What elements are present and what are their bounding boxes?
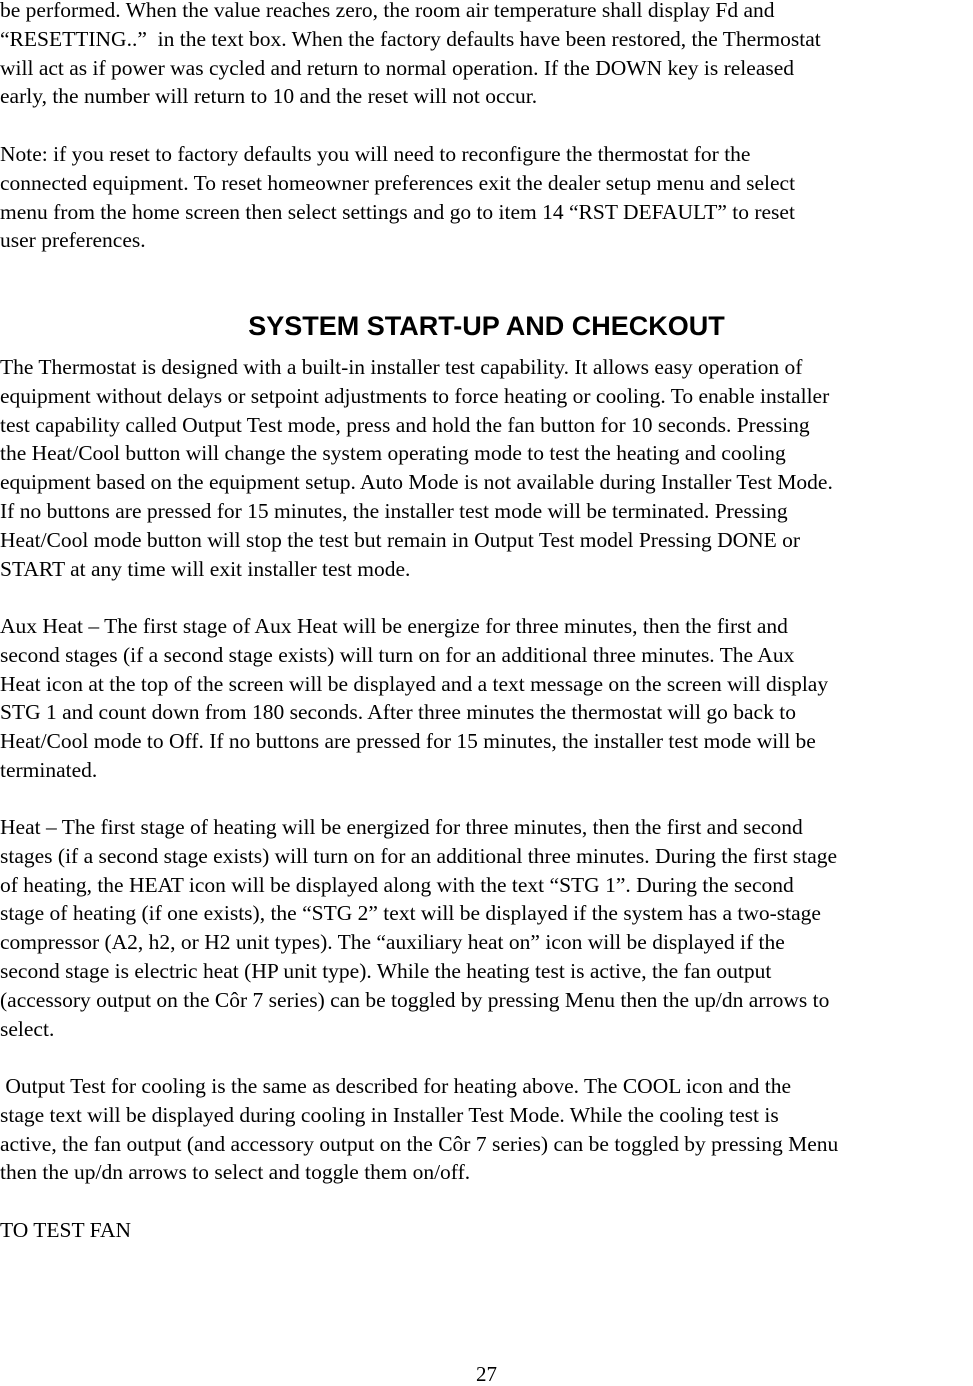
paragraph-factory-reset: be performed. When the value reaches zero, the room air temperature shall display Fd and “RESETTING..” in the text box. When the factory defaults have been restored, the Thermostat will act as if power was cycled and return to normal operation. If the DOWN key is released early, the number will return to 10 and the reset will not occur. [0,0,821,109]
paragraph-aux-heat: Aux Heat – The first stage of Aux Heat will be energize for three minutes, then the first and second stages (if a second stage exists) will turn on for an additional three minutes. The Aux Heat icon at the top of the screen will be displayed and a text message on the screen will display STG 1 and count down from 180 seconds. After three minutes the thermostat will go back to Heat/Cool mode to Off. If no buttons are pressed for 15 minutes, the installer test mode will be terminated. [0,614,829,782]
paragraph-cooling: Output Test for cooling is the same as described for heating above. The COOL icon and the stage text will be displayed during cooling in Installer Test Mode. While the cooling test is active, the fan output (and accessory output on the Côr 7 series) can be toggled by pressing Menu then the up/dn arrows to select and toggle them on/off. [0,1074,839,1185]
paragraph-test-fan: TO TEST FAN [0,1218,132,1242]
section-heading: SYSTEM START-UP AND CHECKOUT [248,311,725,341]
page-number: 27 [476,1362,497,1386]
paragraph-reset-note: Note: if you reset to factory defaults you will need to reconfigure the thermostat for the connected equipment. To reset homeowner preferences exit the dealer setup menu and select menu from the home screen then select settings and go to item 14 “RST DEFAULT” to reset user preferences. [0,142,796,253]
paragraph-heat: Heat – The first stage of heating will be energized for three minutes, then the first and second stages (if a second stage exists) will turn on for an additional three minutes. During the first stage of heating, the HEAT icon will be displayed along with the text “STG 1”. During the second stage of heating (if one exists), the “STG 2” text will be displayed if the system has a two-stage compressor (A2, h2, or H2 unit types). The “auxiliary heat on” icon will be displayed if the second stage is electric heat (HP unit type). While the heating test is active, the fan output (accessory output on the Côr 7 series) can be toggled by pressing Menu then the up/dn arrows to select. [0,815,838,1041]
paragraph-installer-test: The Thermostat is designed with a built-in installer test capability. It allows easy operation of equipment without delays or setpoint adjustments to force heating or cooling. To enable installer test capability called Output Test mode, press and hold the fan button for 10 seconds. Pressing the Heat/Cool button will change the system operating mode to test the heating and cooling equipment based on the equipment setup. Auto Mode is not available during Installer Test Mode. If no buttons are pressed for 15 minutes, the installer test mode will be terminated. Pressing Heat/Cool mode button will stop the test but remain in Output Test model Pressing DONE or START at any time will exit installer test mode. [0,355,833,581]
